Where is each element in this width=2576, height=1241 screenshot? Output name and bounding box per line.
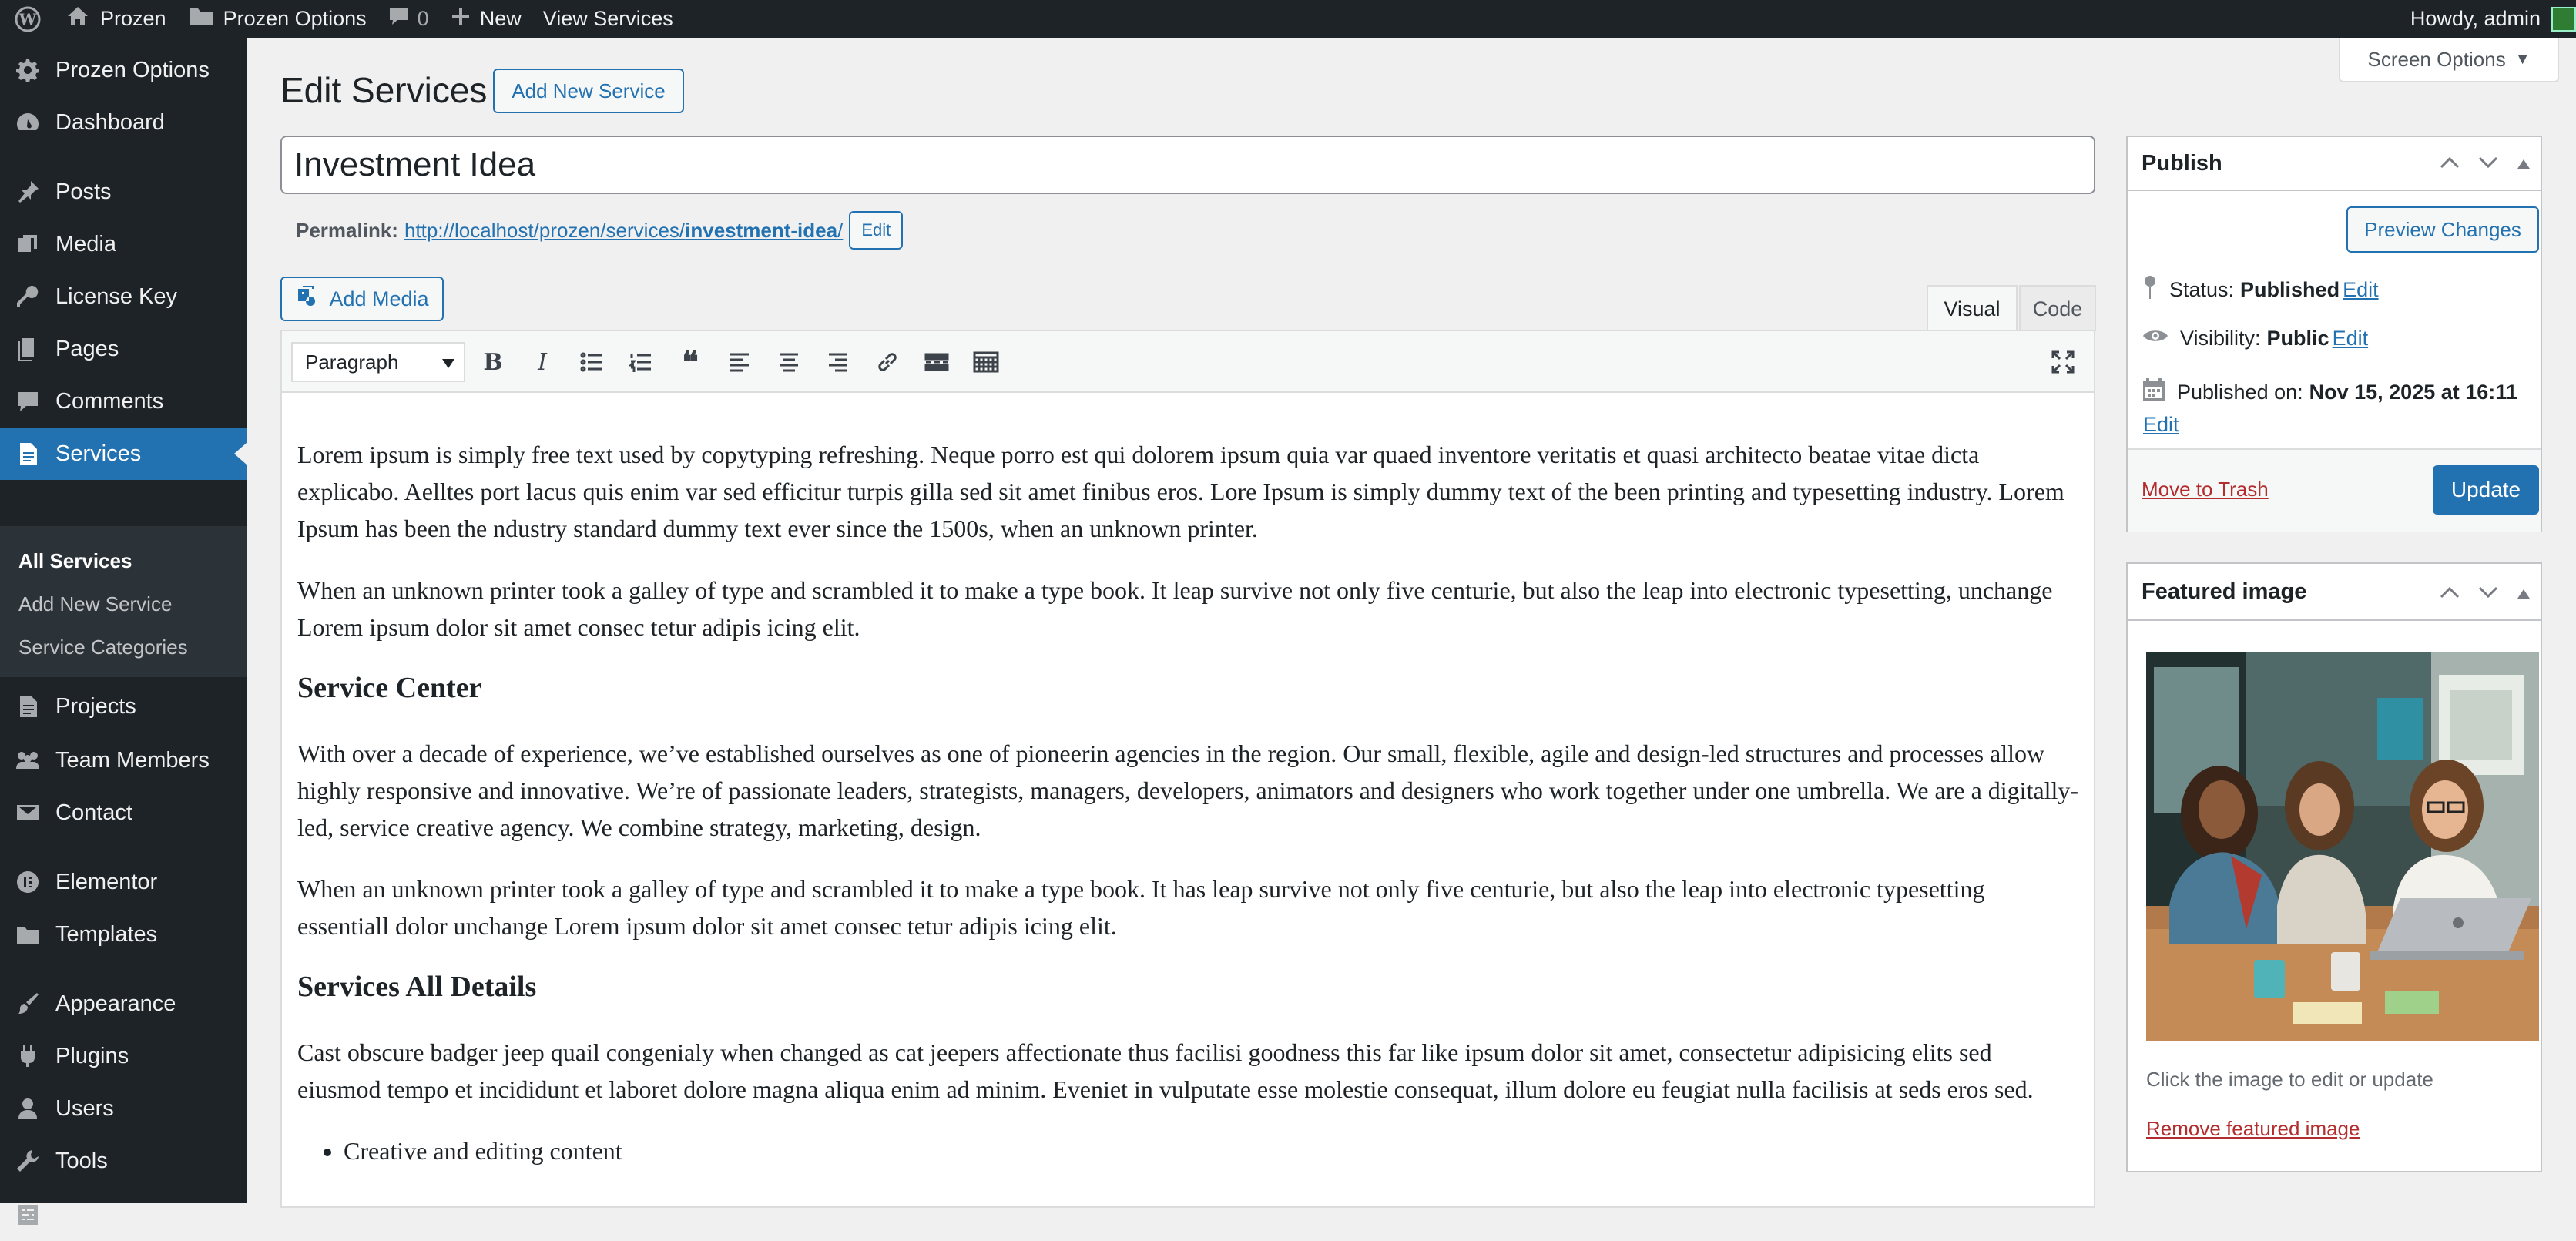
key-icon (0, 284, 55, 309)
comment-icon (388, 5, 410, 32)
heading: Services All Details (297, 971, 537, 1003)
link-icon[interactable] (870, 345, 904, 379)
content-editor[interactable] (280, 330, 2095, 1208)
sidebar-item-team-members[interactable]: Team Members (0, 734, 247, 787)
featured-image-hint: Click the image to edit or update (2146, 1068, 2433, 1091)
svg-text:W: W (18, 9, 37, 29)
paragraph: Lorem ipsum is simply free text used by copytyping refreshing. Neque porro est qui dolorem ipsum quia var quaed inventore veritatis et quasi architecto beatae vitae dicta explicabo. Aelltes port lacus quis enim var sed efficitur turpis gilla sed sit amet finibus eros. Lore Ipsum is simply dummy text of the been printing and typesetting industry. Lorem Ipsum has been the ndustry standard dummy text ever since the 1500s, when an unknown printer. (297, 441, 2064, 542)
permalink: Permalink: http://localhost/prozen/services/investment-idea/ Edit (296, 211, 903, 250)
edit-permalink-button[interactable]: Edit (849, 211, 903, 250)
sidebar-item-projects[interactable]: Projects (0, 680, 247, 733)
edit-visibility-link[interactable]: Edit (2332, 327, 2369, 350)
calendar-icon (2142, 377, 2166, 408)
sidebar-item-posts[interactable]: Posts (0, 166, 247, 218)
sidebar-item-elementor[interactable]: Elementor (0, 856, 247, 908)
document-icon (0, 441, 55, 466)
sidebar-item-appearance[interactable]: Appearance (0, 978, 247, 1030)
pin-icon (2142, 274, 2158, 306)
sidebar-item-contact[interactable]: Contact (0, 787, 247, 839)
heading: Service Center (297, 672, 482, 704)
sidebar-item-prozen-options[interactable]: Prozen Options (0, 44, 247, 96)
chevron-down-icon[interactable] (2477, 581, 2499, 606)
sidebar-item-templates[interactable]: Templates (0, 908, 247, 961)
paragraph: When an unknown printer took a galley of type and scrambled it to make a type book. It leap survive not only five centurie, but also the leap into electronic typesetting, unchange Lorem ipsum dolor sit amet consec tetur adipis icing elit. (297, 576, 2053, 641)
elementor-icon (0, 870, 55, 894)
site-name-link[interactable]: Prozen (55, 0, 177, 38)
my-account-link[interactable]: Howdy, admin (2400, 0, 2576, 38)
wordpress-logo-icon[interactable] (0, 0, 55, 38)
home-icon (66, 5, 89, 32)
tab-code[interactable]: Code (2019, 285, 2096, 331)
edit-date-link[interactable]: Edit (2143, 413, 2179, 436)
caret-down-icon: ▼ (2514, 50, 2531, 68)
paragraph: With over a decade of experience, we’ve established ourselves as one of pioneerin agencies in the region. Our small, flexible, agile and design-led structures and processes allow highly responsive and innovative. We’re of passionate leaders, strategists, managers, developers, animators and designers who work together under one umbrella. We are a digitally-led, service creative agency. We combine strategy, marketing, design. (297, 740, 2079, 841)
toolbar-toggle-icon[interactable] (969, 345, 1003, 379)
prozen-options-link[interactable]: Prozen Options (177, 0, 377, 38)
paragraph: When an unknown printer took a galley of type and scrambled it to make a type book. It has leap survive not only five centurie, but also the leap into electronic typesetting essentiall dolor unchange Lorem ipsum dolor sit amet consec tetur adipis icing elit. (297, 875, 1985, 940)
sidebar-item-dashboard[interactable]: Dashboard (0, 96, 247, 149)
new-content-link[interactable]: New (440, 0, 532, 38)
document-icon (0, 694, 55, 719)
page-title: Edit Services (280, 70, 488, 110)
folder-icon (188, 5, 214, 32)
admin-bar (0, 0, 2576, 38)
edit-status-link[interactable]: Edit (2343, 278, 2379, 301)
screen-options-button[interactable]: Screen Options ▼ (2339, 38, 2559, 82)
featured-image-thumbnail[interactable] (2146, 652, 2539, 1041)
submenu-add-new-service[interactable]: Add New Service (18, 592, 173, 615)
align-center-icon[interactable] (772, 345, 806, 379)
sidebar-item-media[interactable]: Media (0, 218, 247, 270)
bold-icon[interactable]: B (483, 348, 503, 376)
dashboard-icon (0, 110, 55, 135)
remove-featured-image-link[interactable]: Remove featured image (2146, 1117, 2360, 1140)
submenu-service-categories[interactable]: Service Categories (18, 636, 188, 659)
gear-icon (0, 58, 55, 82)
pages-icon (0, 337, 55, 361)
featured-image-title: Featured image (2142, 579, 2307, 604)
sidebar-item-settings[interactable]: Settings (0, 1189, 247, 1241)
post-title-input[interactable]: Investment Idea (280, 136, 2095, 194)
paragraph: Cast obscure badger jeep quail congenialy when changed as cat jeepers affectionate thus facilisi goodness this far like ipsum dolor sit amet, consectetur adipisicing elits sed eiusmod tempo et incididunt et laboret dolore magna aliqua enim ad minim. Eveniet in vulputate esse molestie consequat, illum dolore eu feugiat nulla facilisis at seds eros sed. (297, 1038, 2034, 1103)
comment-icon (0, 389, 55, 414)
add-media-button[interactable]: Add Media (280, 277, 444, 321)
numbered-list-icon[interactable] (624, 345, 658, 379)
wrench-icon (0, 1149, 55, 1173)
admin-sidebar (0, 38, 247, 1227)
plus-icon (451, 6, 471, 32)
view-services-link[interactable]: View Services (542, 7, 673, 30)
services-submenu (0, 526, 247, 677)
sidebar-item-services[interactable]: Services (0, 428, 247, 480)
move-to-trash-link[interactable]: Move to Trash (2142, 478, 2269, 501)
brush-icon (0, 991, 55, 1016)
list-item: • Creative and editing content (344, 1132, 2081, 1169)
mail-icon (0, 802, 55, 823)
sidebar-item-plugins[interactable]: Plugins (0, 1030, 247, 1082)
pin-icon (0, 179, 55, 204)
groups-icon (0, 749, 55, 772)
align-right-icon[interactable] (821, 345, 855, 379)
sidebar-item-tools[interactable]: Tools (0, 1135, 247, 1187)
add-new-service-button[interactable]: Add New Service (493, 69, 684, 113)
eye-icon (2142, 327, 2169, 350)
settings-icon (0, 1203, 55, 1226)
permalink-link[interactable]: http://localhost/prozen/services/investment-idea/ (404, 218, 844, 242)
avatar (2551, 7, 2576, 32)
italic-icon[interactable]: I (538, 348, 547, 376)
blockquote-icon[interactable]: ❝ (682, 344, 699, 381)
collapse-icon[interactable] (2516, 151, 2531, 176)
update-button[interactable]: Update (2433, 465, 2539, 515)
sidebar-item-license-key[interactable]: License Key (0, 270, 247, 323)
users-icon (0, 1097, 55, 1120)
chevron-up-icon[interactable] (2439, 581, 2460, 606)
featured-image-box (2126, 562, 2542, 1172)
plugin-icon (0, 1044, 55, 1068)
sidebar-item-comments[interactable]: Comments (0, 375, 247, 428)
preview-changes-button[interactable]: Preview Changes (2346, 206, 2539, 253)
editor-toolbar (282, 331, 2094, 393)
align-left-icon[interactable] (723, 345, 756, 379)
publish-box: Publish Preview Changes Status: Published Edit Visibility: Public Edit Published on: Nov 15, 2025 at 16:11 Edit Move to Trash Update (2126, 136, 2542, 532)
bulleted-list-icon[interactable] (575, 345, 609, 379)
publish-title: Publish (2142, 150, 2222, 176)
sidebar-item-pages[interactable]: Pages (0, 323, 247, 375)
folder-icon (0, 924, 55, 945)
format-select[interactable]: Paragraph (291, 342, 465, 382)
editor-content[interactable] (297, 436, 2081, 1169)
submenu-all-services[interactable]: All Services (18, 549, 132, 572)
comments-link[interactable]: 0 (377, 0, 440, 38)
chevron-up-icon[interactable] (2439, 151, 2460, 176)
tab-visual[interactable]: Visual (1927, 285, 2018, 331)
fullscreen-icon[interactable] (2046, 345, 2080, 379)
chevron-down-icon[interactable] (2477, 151, 2499, 176)
read-more-icon[interactable] (920, 345, 954, 379)
sidebar-item-users[interactable]: Users (0, 1082, 247, 1135)
media-icon (0, 232, 55, 257)
publish-actions (2128, 448, 2541, 532)
collapse-icon[interactable] (2516, 581, 2531, 606)
media-icon (295, 284, 320, 314)
